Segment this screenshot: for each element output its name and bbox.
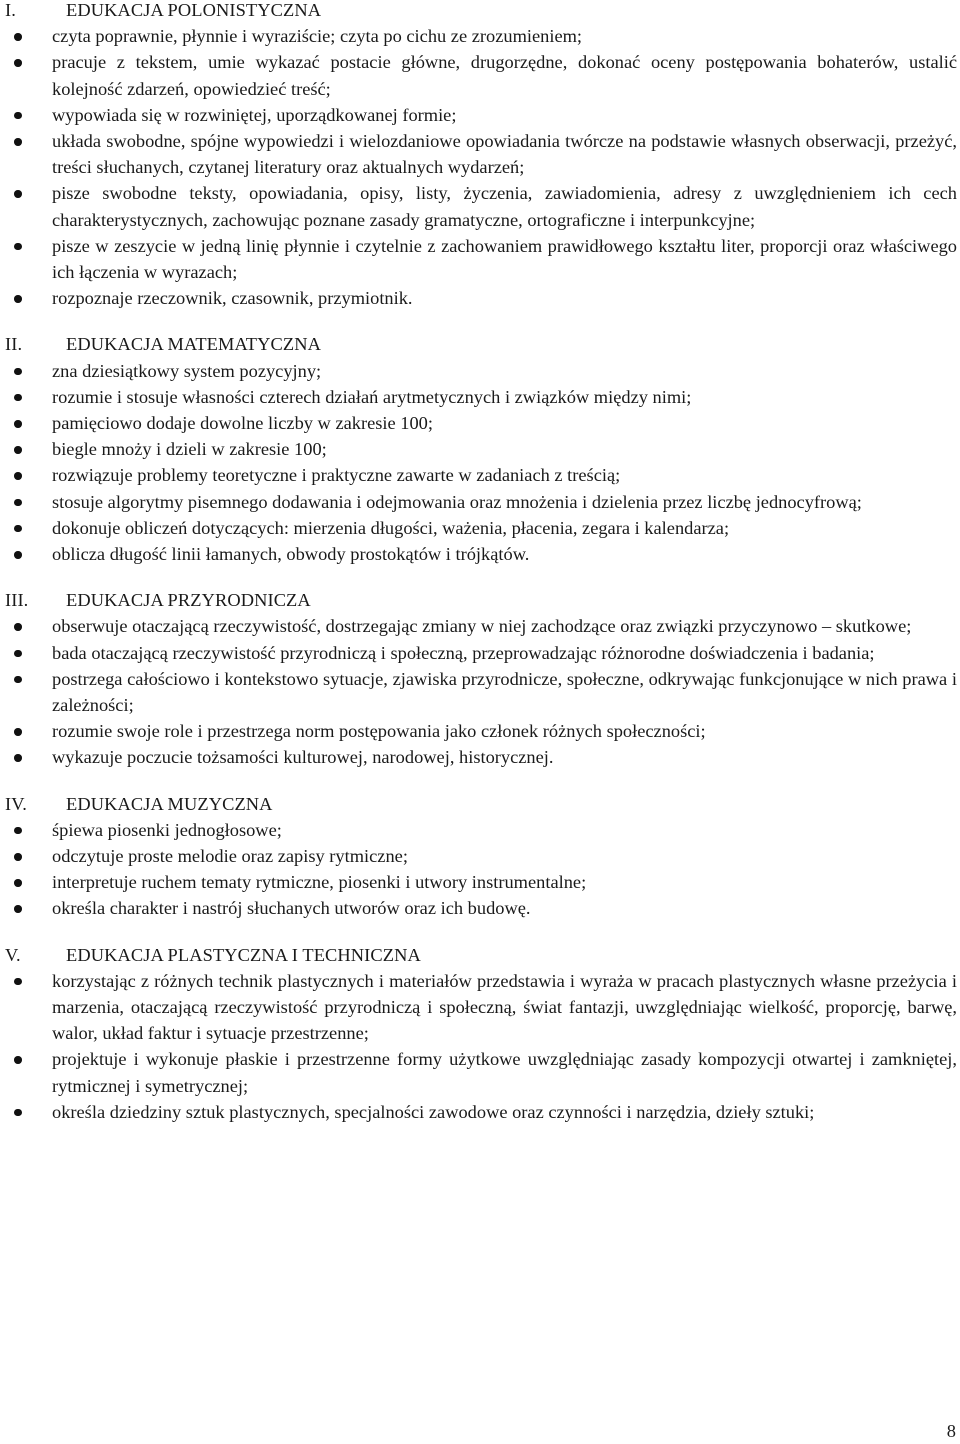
list-item-text: wykazuje poczucie tożsamości kulturowej, narodowej, historycznej. — [52, 747, 554, 768]
list-item-text: zna dziesiątkowy system pozycyjny; — [52, 360, 322, 381]
list-item — [0, 285, 960, 311]
list-item-text: stosuje algorytmy pisemnego dodawania i odejmowania oraz mnożenia i dzielenia przez liczbę jednocyfrową; — [52, 491, 862, 512]
list-item — [0, 968, 960, 1047]
bullet-icon — [14, 472, 22, 480]
bullet-icon — [14, 1056, 22, 1064]
section — [0, 0, 960, 311]
list-item-text: bada otaczającą rzeczywistość przyrodniczą i społeczną, przeprowadzając różnorodne doświadczenia i badania; — [52, 642, 875, 663]
section-title: EDUKACJA POLONISTYCZNA — [66, 0, 322, 20]
bullet-icon — [14, 551, 22, 559]
section-number: V. — [5, 944, 21, 965]
bullet-icon — [14, 1109, 22, 1117]
list-item — [0, 817, 960, 843]
bullet-icon — [14, 112, 22, 120]
bullet-icon — [14, 243, 22, 251]
bullet-icon — [14, 368, 22, 376]
list-item-text: rozumie i stosuje własności czterech działań arytmetycznych i związków między nimi; — [52, 386, 692, 407]
section-title: EDUKACJA PRZYRODNICZA — [66, 590, 311, 611]
list-item — [0, 436, 960, 462]
bullet-icon — [14, 728, 22, 736]
list-item-text: rozpoznaje rzeczownik, czasownik, przymiotnik. — [52, 288, 413, 309]
bullet-icon — [14, 853, 22, 861]
section-number: I. — [5, 0, 16, 20]
bullet-icon — [14, 827, 22, 835]
list-item — [0, 23, 960, 49]
list-item-text: określa dziedziny sztuk plastycznych, specjalności zawodowe oraz czynności i narzędzia, dzieły sztuki; — [52, 1101, 815, 1122]
section-title: EDUKACJA MUZYCZNA — [66, 793, 273, 814]
bullet-icon — [14, 394, 22, 402]
list-item-text: obserwuje otaczającą rzeczywistość, dostrzegając zmiany w niej zachodzące oraz związki przyczynowo – skutkowe; — [52, 616, 912, 637]
bullet-icon — [14, 525, 22, 533]
section — [0, 331, 960, 567]
list-item — [0, 384, 960, 410]
bullet-icon — [14, 59, 22, 67]
section-title: EDUKACJA MATEMATYCZNA — [66, 334, 321, 355]
list-item-text: określa charakter i nastrój słuchanych utworów oraz ich budowę. — [52, 898, 531, 919]
bullet-icon — [14, 138, 22, 146]
section-heading — [0, 587, 960, 613]
bullet-icon — [14, 190, 22, 198]
bullet-list — [0, 968, 960, 1125]
list-item-text: pisze w zeszycie w jedną linię płynnie i czytelnie z zachowaniem prawidłowego kształtu liter, proporcji oraz właściwego ich łączenia w wyrazach; — [52, 235, 957, 283]
list-item — [0, 180, 960, 232]
bullet-icon — [14, 676, 22, 684]
list-item — [0, 128, 960, 180]
section-number: IV. — [5, 793, 27, 814]
list-item — [0, 49, 960, 101]
section — [0, 942, 960, 1125]
list-item-text: śpiewa piosenki jednogłosowe; — [52, 819, 282, 840]
list-item-text: dokonuje obliczeń dotyczących: mierzenia długości, ważenia, płacenia, zegara i kalendarza; — [52, 517, 730, 538]
section-number: II. — [5, 334, 23, 355]
list-item-text: korzystając z różnych technik plastycznych i materiałów przedstawia i wyraża w pracach plastycznych własne przeżycia i marzenia, otaczającą rzeczywistość przyrodniczą i społeczną, świat fantazji, uwzględniając wielkość, proporcję, barwę, walor, układ faktur i sytuacje przestrzenne; — [52, 970, 957, 1044]
bullet-icon — [14, 650, 22, 658]
list-item-text: postrzega całościowo i kontekstowo sytuacje, zjawiska przyrodnicze, społeczne, odkrywając funkcjonujące w nich prawa i zależności; — [52, 668, 957, 716]
bullet-icon — [14, 446, 22, 454]
list-item-text: odczytuje proste melodie oraz zapisy rytmiczne; — [52, 846, 408, 867]
section-heading — [0, 942, 960, 968]
list-item — [0, 489, 960, 515]
bullet-list — [0, 613, 960, 770]
bullet-icon — [14, 879, 22, 887]
bullet-list — [0, 358, 960, 568]
page-number: 8 — [946, 1421, 956, 1441]
list-item-text: układa swobodne, spójne wypowiedzi i wielozdaniowe opowiadania twórcze na podstawie własnych obserwacji, przeżyć, treści słuchanych, czytanej literatury oraz aktualnych wydarzeń; — [52, 131, 957, 178]
list-item — [0, 744, 960, 770]
bullet-icon — [14, 905, 22, 913]
bullet-list — [0, 817, 960, 922]
section-heading — [0, 331, 960, 357]
list-item-text: pracuje z tekstem, umie wykazać postacie główne, drugorzędne, dokonać oceny postępowania bohaterów, ustalić kolejność zdarzeń, opowiedzieć treść; — [52, 52, 957, 99]
bullet-icon — [14, 420, 22, 428]
bullet-icon — [14, 33, 22, 41]
list-item — [0, 410, 960, 436]
list-item — [0, 102, 960, 128]
bullet-icon — [14, 978, 22, 986]
list-item-text: projektuje i wykonuje płaskie i przestrzenne formy użytkowe uwzględniając zasady kompozycji otwartej i zamkniętej, rytmicznej i symetrycznej; — [52, 1049, 957, 1096]
list-item — [0, 1046, 960, 1098]
bullet-icon — [14, 754, 22, 762]
list-item — [0, 640, 960, 666]
section — [0, 587, 960, 770]
list-item-text: pamięciowo dodaje dowolne liczby w zakresie 100; — [52, 413, 433, 434]
list-item — [0, 843, 960, 869]
list-item — [0, 613, 960, 639]
list-item — [0, 358, 960, 384]
list-item-text: interpretuje ruchem tematy rytmiczne, piosenki i utwory instrumentalne; — [52, 872, 587, 893]
bullet-icon — [14, 623, 22, 631]
list-item-text: rozumie swoje role i przestrzega norm postępowania jako członek różnych społeczności; — [52, 721, 706, 742]
list-item — [0, 666, 960, 718]
list-item-text: biegle mnoży i dzieli w zakresie 100; — [52, 439, 327, 460]
list-item-text: czyta poprawnie, płynnie i wyraziście; czyta po cichu ze zrozumieniem; — [52, 26, 583, 47]
list-item — [0, 895, 960, 921]
section-heading — [0, 791, 960, 817]
section-heading — [0, 0, 960, 23]
list-item — [0, 718, 960, 744]
list-item-text: wypowiada się w rozwiniętej, uporządkowanej formie; — [52, 104, 457, 125]
list-item — [0, 541, 960, 567]
list-item — [0, 233, 960, 285]
bullet-icon — [14, 295, 22, 303]
list-item-text: rozwiązuje problemy teoretyczne i praktyczne zawarte w zadaniach z treścią; — [52, 465, 621, 486]
list-item — [0, 515, 960, 541]
bullet-list — [0, 23, 960, 311]
list-item-text: pisze swobodne teksty, opowiadania, opisy, listy, życzenia, zawiadomienia, adresy z uwzględnieniem ich cech charakterystycznych, zachowując poznane zasady gramatyczne, ortograficzne i interpunkcyjne; — [52, 183, 957, 230]
section-number: III. — [5, 590, 29, 611]
list-item-text: oblicza długość linii łamanych, obwody prostokątów i trójkątów. — [52, 544, 530, 565]
section-title: EDUKACJA PLASTYCZNA I TECHNICZNA — [66, 944, 421, 965]
list-item — [0, 869, 960, 895]
list-item — [0, 1099, 960, 1125]
list-item — [0, 462, 960, 488]
section — [0, 791, 960, 922]
bullet-icon — [14, 499, 22, 507]
